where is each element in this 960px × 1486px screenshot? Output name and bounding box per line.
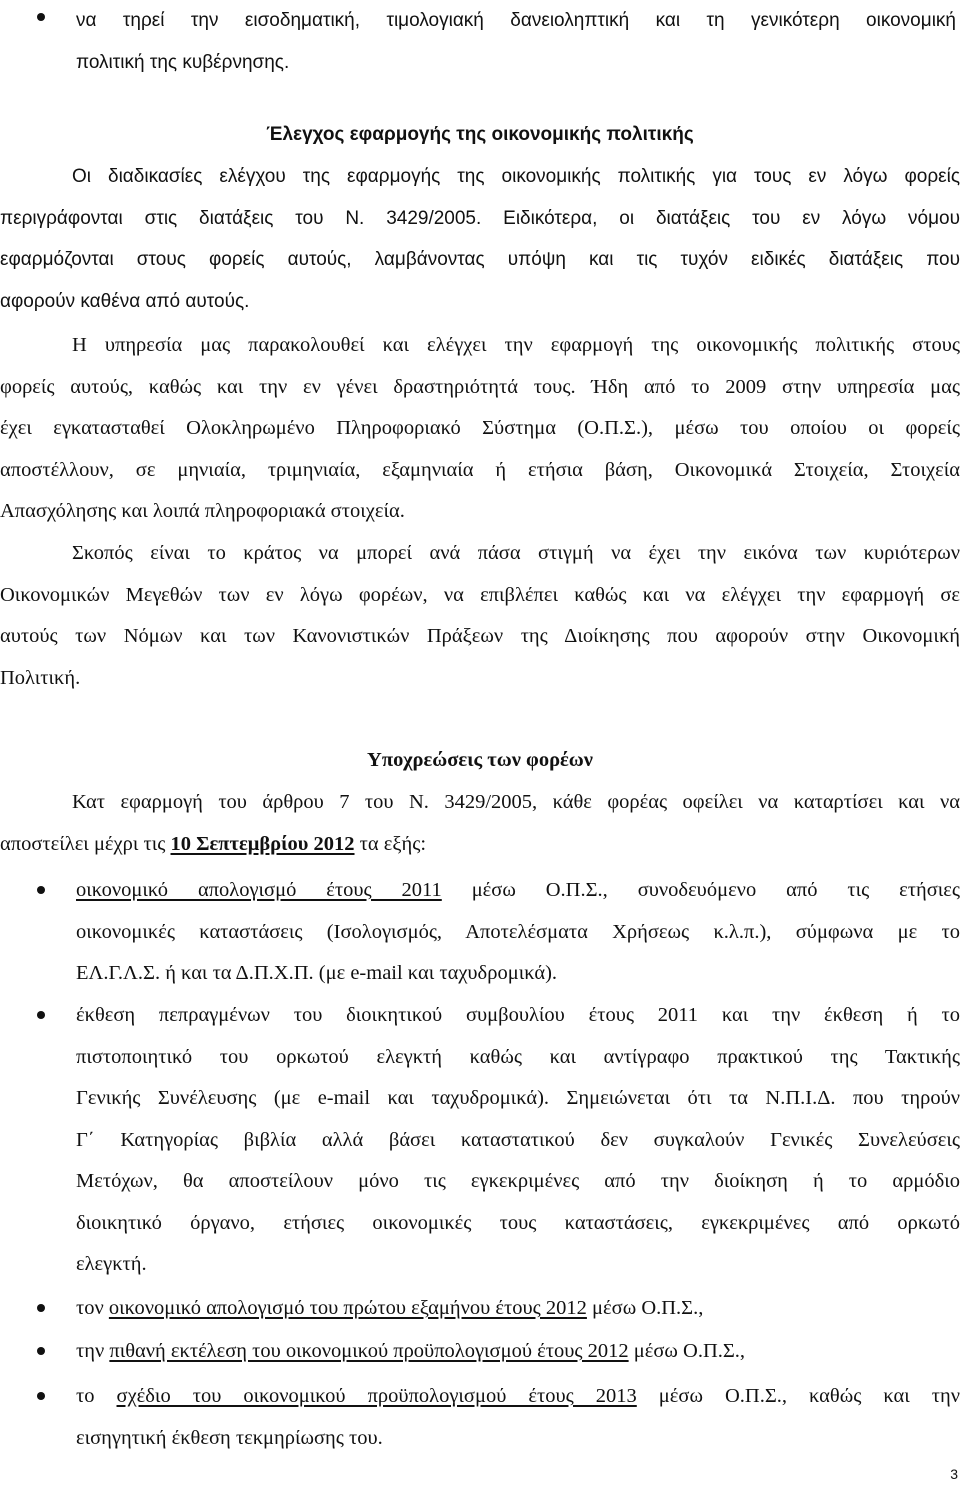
paragraph [0,325,960,533]
bullet-item [76,995,960,1286]
text-line: φορείς αυτούς, καθώς και την εν γένει δραστηριότητά τους. Ήδη από το 2009 στην υπηρεσία μας [0,375,960,398]
text-line: εφαρμόζονται στους φορείς αυτούς, λαμβάνοντας υπόψη και τις τυχόν ειδικές διατάξεις που [0,249,960,270]
text-line [0,824,960,866]
text-segment: μέσω Ο.Π.Σ., καθώς και την [636,1385,960,1407]
text-line: Γενικής Συνέλευσης (με e-mail και ταχυδρομικά). Σημειώνεται ότι τα Ν.Π.Ι.Δ. που τηρούν [76,1087,960,1109]
text-segment: αποστείλει μέχρι τις [0,832,171,855]
text-line: ΕΛ.Γ.Λ.Σ. ή και τα Δ.Π.Χ.Π. (με e-mail και ταχυδρομικά). [76,962,558,984]
text-segment: μέσω Ο.Π.Σ., συνοδευόμενο από τις ετήσιες [441,879,960,901]
paragraph [0,533,960,699]
bullet-item [76,870,960,995]
text-line: Απασχόλησης και λοιπά πληροφοριακά στοιχεία. [0,500,405,522]
text-line: πολιτική της κυβέρνησης. [76,51,290,73]
text-line: Οικονομικών Μεγεθών των εν λόγω φορέων, να επιβλέπει καθώς και να ελέγχει την εφαρμογή σε [0,583,960,606]
text-line: Μετόχων, θα αποστείλουν μόνο τις εγκεκριμένες από την διοίκηση ή το αρμόδιο [76,1170,960,1192]
deadline-date: 10 Σεπτεμβρίου 2012 [170,832,355,855]
text-segment: μέσω Ο.Π.Σ., [628,1340,746,1362]
text-segment: το [76,1385,117,1407]
bullet-icon [37,13,45,21]
text-line [76,1288,960,1330]
text-line: ελεγκτή. [76,1253,147,1275]
underlined-text: πιθανή εκτέλεση του οικονομικού προϋπολογισμού έτους 2012 [109,1340,629,1362]
section-heading-control: Έλεγχος εφαρμογής της οικονομικής πολιτικής [266,124,694,145]
text-segment: την [76,1340,110,1362]
text-line: Σκοπός είναι το κράτος να μπορεί ανά πάσα στιγμή να έχει την εικόνα των κυριότερων [72,542,960,564]
text-line [76,1331,960,1373]
bullet-item [76,1331,960,1373]
text-line: αφορούν καθένα από αυτούς. [0,290,250,312]
text-segment: τον [76,1297,109,1319]
bullet-icon [37,1011,45,1019]
text-line [76,870,960,912]
bullet-icon [37,1347,45,1355]
text-line: περιγράφονται στις διατάξεις του Ν. 3429/2005. Ειδικότερα, οι διατάξεις του εν λόγω νόμου [0,207,960,229]
top-bullet-text [76,0,956,83]
text-line: Γ΄ Κατηγορίας βιβλία αλλά βάσει καταστατικού δεν συγκαλούν Γενικές Συνελεύσεις [76,1128,960,1151]
text-line: αυτούς των Νόμων και των Κανονιστικών Πράξεων της Διοίκησης που αφορούν στην Οικονομική [0,625,960,647]
section-heading-obligations: Υποχρεώσεις των φορέων [367,749,593,771]
text-line [76,1376,960,1418]
bullet-icon [37,1304,45,1312]
text-line: εισηγητική έκθεση τεκμηρίωσης του. [76,1426,383,1449]
text-line: οικονομικές καταστάσεις (Ισολογισμός, Αποτελέσματα Χρήσεως κ.λ.π.), σύμφωνα με το [76,920,960,943]
bullet-item [76,1376,960,1459]
paragraph [0,782,960,865]
text-line: έχει εγκατασταθεί Ολοκληρωμένο Πληροφοριακό Σύστημα (Ο.Π.Σ.), μέσω του οποίου οι φορείς [0,417,960,439]
underlined-text: οικονομικό απολογισμό του πρώτου εξαμήνου έτους 2012 [108,1297,587,1319]
underlined-text: σχέδιο του οικονομικού προϋπολογισμού έτους 2013 [116,1385,637,1407]
text-line: πιστοποιητικό του ορκωτού ελεγκτή καθώς και αντίγραφο πρακτικού της Τακτικής [76,1045,960,1068]
page-number: 3 [950,1466,958,1482]
text-line: διοικητικό όργανο, ετήσιες οικονομικές τους καταστάσεις, εγκεκριμένες από ορκωτό [76,1211,960,1234]
underlined-text: οικονομικό απολογισμό έτους 2011 [76,879,442,901]
text-line: αποστέλλουν, σε μηνιαία, τριμηνιαία, εξαμηνιαία ή ετήσια βάση, Οικονομικά Στοιχεία, Στοιχεία [0,458,960,481]
text-line: Κατ εφαρμογή του άρθρου 7 του Ν. 3429/2005, κάθε φορέας οφείλει να καταρτίσει και να [72,791,960,813]
paragraph [0,156,960,322]
bullet-item [76,1288,960,1330]
bullet-icon [37,1392,45,1400]
text-line: Πολιτική. [0,666,81,689]
text-segment: μέσω Ο.Π.Σ., [586,1297,704,1319]
text-segment: τα εξής: [354,832,427,855]
text-line: έκθεση πεπραγμένων του διοικητικού συμβουλίου έτους 2011 και την έκθεση ή το [76,1004,960,1026]
text-line: Οι διαδικασίες ελέγχου της εφαρμογής της οικονομικής πολιτικής για τους εν λόγω φορείς [72,166,960,187]
bullet-icon [37,886,45,894]
text-line: να τηρεί την εισοδηματική, τιμολογιακή δανειοληπτική και τη γενικότερη οικονομική [76,10,956,31]
text-line: Η υπηρεσία μας παρακολουθεί και ελέγχει την εφαρμογή της οικονομικής πολιτικής στους [72,334,960,356]
